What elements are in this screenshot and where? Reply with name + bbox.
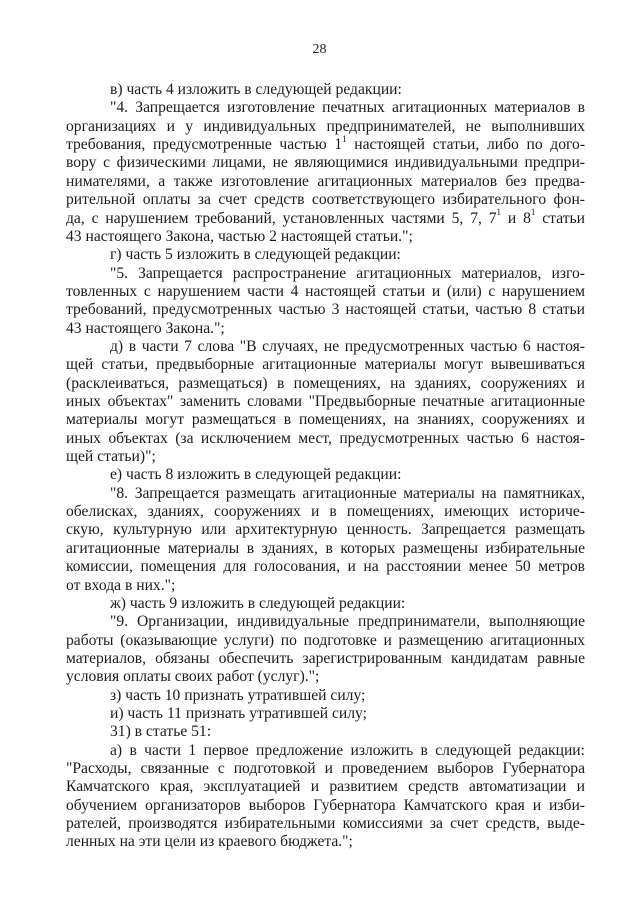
text-line [66, 797, 585, 815]
text-line [66, 154, 585, 172]
line-text: материалов, обязаны обеспечить зарегистрированным кандидатам равные [66, 649, 585, 667]
line-text: е) часть 8 изложить в следующей редакции: [110, 466, 402, 484]
text-line [66, 632, 585, 650]
text-line [66, 448, 585, 466]
line-text: агитационные материалы в зданиях, в которых размещены избирательные [66, 539, 585, 557]
line-text: "8. Запрещается размещать агитационные материалы на памятниках, [110, 484, 585, 502]
text-line [66, 760, 585, 778]
line-text: вору с физическими лицами, не являющимися индивидуальными предпри- [66, 154, 585, 172]
text-line [66, 668, 585, 686]
line-text: требований, предусмотренных частью 3 настоящей статьи, частью 8 статьи [66, 301, 585, 319]
text-line [66, 338, 585, 356]
text-line [66, 687, 585, 705]
text-line [66, 411, 585, 429]
line-text: комиссии, помещения для голосования, и на расстоянии менее 50 метров [66, 558, 585, 576]
text-line [66, 815, 585, 833]
text-line [66, 133, 586, 154]
text-line [66, 81, 585, 99]
text-line [66, 375, 585, 393]
text-line [66, 320, 585, 338]
line-text: организациях и у индивидуальных предпринимателей, не выполнивших [66, 117, 585, 135]
line-text: от входа в них."; [66, 576, 176, 594]
line-text: и) часть 11 признать утратившей силу; [110, 704, 367, 722]
line-text: Камчатского края, эксплуатацией и развитием средств автоматизации и [66, 778, 585, 796]
text-line [66, 833, 585, 851]
line-text: иных объектах (за исключением мест, предусмотренных частью 6 настоя- [66, 429, 585, 447]
line-text: обелисках, зданиях, сооружениях и в помещениях, имеющих историче- [66, 503, 585, 521]
line-text: рателей, производятся избирательными комиссиями за счет средств, выде- [66, 815, 585, 832]
text-line [66, 356, 585, 374]
text-line [66, 595, 585, 613]
line-text: ленных на эти цели из краевого бюджета."; [66, 833, 353, 851]
text-line [66, 173, 585, 191]
line-text: да, с нарушением требований, установленных частями 5, 7, 7 [66, 209, 497, 227]
line-text: д) в части 7 слова "В случаях, не предусмотренных частью 6 настоя- [110, 337, 585, 355]
text-line [66, 191, 585, 209]
line-text: статьи [535, 209, 585, 227]
text-line [66, 430, 585, 448]
text-line [66, 558, 585, 576]
line-text: з) часть 10 признать утратившей силу; [110, 686, 366, 704]
text-line [66, 118, 585, 136]
text-line [66, 393, 585, 411]
line-text: 43 настоящего Закона."; [66, 319, 225, 337]
text-line [66, 705, 585, 723]
line-text: щей статьи)"; [66, 448, 156, 465]
text-line [66, 723, 585, 741]
line-text: материалы могут размещаться в помещениях, на знаниях, сооружениях и [66, 411, 585, 429]
superscript: 1 [342, 133, 347, 144]
line-text: щей статьи, предвыборные агитационные материалы могут вывешиваться [66, 356, 585, 374]
line-text: "5. Запрещается распространение агитационных материалов, изго- [110, 264, 585, 282]
text-line [66, 503, 585, 521]
line-text: ж) часть 9 изложить в следующей редакции: [110, 594, 406, 612]
line-text: требования, предусмотренные частью 1 [66, 136, 343, 154]
line-text: иных объектах" заменить словами "Предвыборные печатные агитационные [66, 393, 585, 410]
line-text: обучением организаторов выборов Губернатора Камчатского края и изби- [66, 796, 585, 814]
text-line [66, 466, 585, 484]
line-text: работы (оказывающие услуги) по подготовке и размещению агитационных [66, 631, 585, 649]
text-line [66, 246, 585, 264]
line-text: в) часть 4 изложить в следующей редакции: [110, 81, 402, 98]
line-text: 31) в статье 51: [110, 723, 212, 741]
line-text: 43 настоящего Закона, частью 2 настоящей статьи."; [66, 227, 413, 245]
line-text: рительной оплаты за счет средств соответствующего избирательного фон- [66, 191, 585, 209]
superscript: 1 [530, 207, 536, 218]
line-text: (расклеиваться, размещаться) в помещениях, на зданиях, сооружениях и [66, 374, 585, 392]
superscript: 1 [496, 207, 502, 218]
text-line [66, 540, 585, 558]
page-number: 28 [312, 42, 327, 57]
text-line [66, 99, 585, 117]
text-line [66, 228, 585, 246]
text-line [66, 650, 585, 668]
line-text: "Расходы, связанные с подготовкой и проведением выборов Губернатора [66, 760, 585, 777]
text-line [66, 207, 585, 228]
line-text: настоящей статьи, либо по дого- [346, 136, 586, 154]
text-line [66, 613, 585, 631]
line-text: товленных с нарушением части 4 настоящей статьи и (или) с нарушением [66, 282, 585, 300]
text-line [66, 742, 585, 760]
line-text: "4. Запрещается изготовление печатных агитационных материалов в [110, 99, 585, 117]
line-text: и 8 [501, 209, 531, 227]
line-text: г) часть 5 изложить в следующей редакции: [110, 246, 401, 264]
line-text: нимателями, а также изготовление агитационных материалов без предва- [66, 172, 585, 190]
line-text: "9. Организации, индивидуальные предприниматели, выполняющие [110, 613, 585, 631]
line-text: условия оплаты своих работ (услуг)."; [66, 668, 320, 686]
text-line [66, 301, 585, 319]
text-line [66, 778, 585, 796]
line-text: а) в части 1 первое предложение изложить в следующей редакции: [110, 741, 585, 759]
text-line [66, 283, 585, 301]
text-line [66, 265, 585, 283]
text-line [66, 485, 585, 503]
text-line [66, 521, 585, 539]
text-line [66, 577, 585, 595]
line-text: скую, культурную или архитектурную ценность. Запрещается размещать [66, 521, 585, 539]
